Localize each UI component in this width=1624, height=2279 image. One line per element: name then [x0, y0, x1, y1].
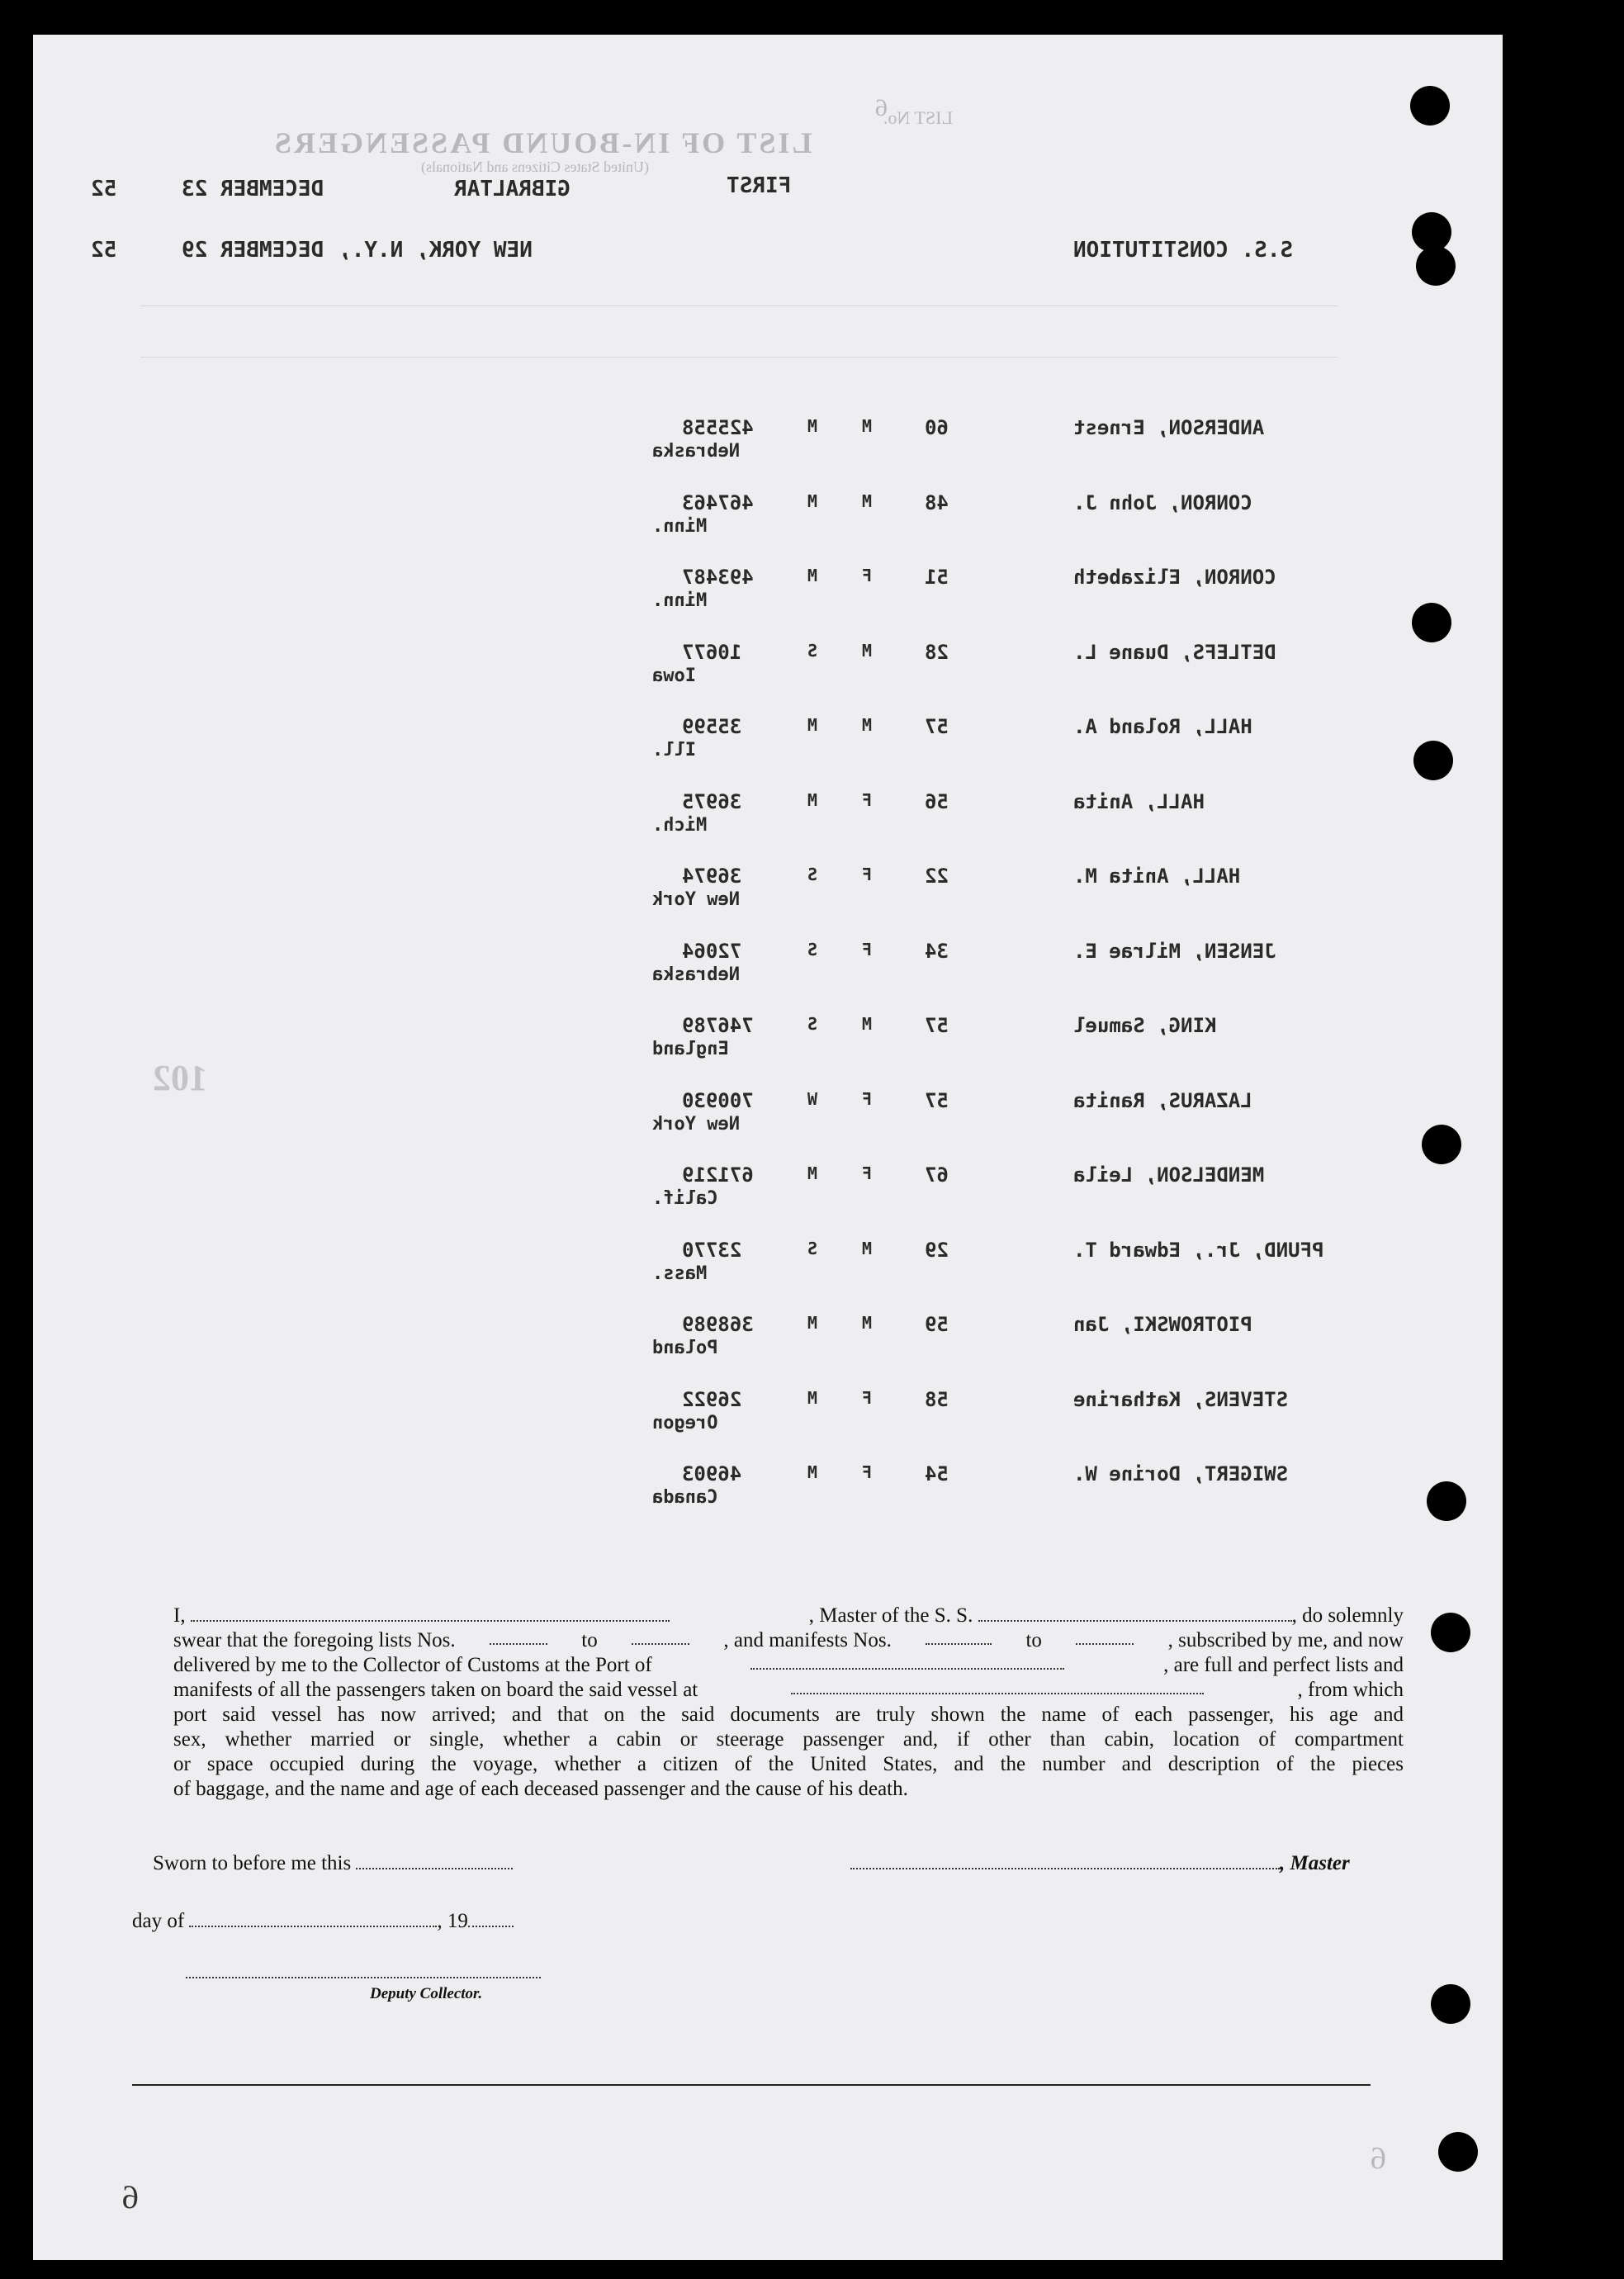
passenger-age: 57: [925, 715, 949, 738]
passenger-row: [33, 1388, 1503, 1454]
passenger-document-number: 36974: [682, 865, 742, 888]
binder-hole: [1413, 741, 1453, 780]
passenger-marital-status: M: [807, 1462, 818, 1482]
passenger-marital-status: S: [807, 865, 818, 884]
oath-line-3: delivered by me to the Collector of Customs at the Port of , are full and perfect lists and: [173, 1654, 1404, 1676]
oath-paragraph: [173, 1604, 1404, 1802]
passenger-document-number: 10677: [682, 641, 742, 664]
passenger-state: Ill.: [652, 740, 696, 760]
passenger-sex: F: [862, 566, 873, 585]
vessel-name: S.S. CONSTITUTION: [1073, 238, 1294, 263]
bottom-rule: [132, 2084, 1371, 2086]
passenger-age: 57: [925, 1014, 949, 1037]
passenger-row: [33, 1014, 1503, 1080]
passenger-marital-status: M: [807, 1313, 818, 1333]
passenger-name: HALL, Roland A.: [1073, 715, 1252, 738]
day-of-line: day of , 19: [132, 1909, 514, 1934]
oath-line-1: I, , Master of the S. S. , do solemnly: [173, 1604, 1404, 1627]
passenger-name: PFUND, Jr., Edward T.: [1073, 1239, 1324, 1262]
passenger-row: [33, 940, 1503, 1006]
passenger-marital-status: M: [807, 715, 818, 735]
passenger-class: FIRST: [727, 173, 792, 198]
passenger-state: New York: [652, 1114, 740, 1135]
passenger-name: PIOTROWSKI, Jan: [1073, 1313, 1252, 1336]
passenger-age: 54: [925, 1462, 949, 1485]
port-of-departure: GIBRALTAR: [454, 177, 571, 201]
passenger-marital-status: M: [807, 566, 818, 585]
passenger-state: Nebraska: [652, 964, 740, 985]
passenger-state: Mich.: [652, 815, 708, 836]
passenger-sex: F: [862, 1089, 873, 1109]
passenger-state: Calif.: [652, 1188, 718, 1209]
passenger-document-number: 700930: [682, 1089, 754, 1112]
binder-hole: [1431, 1613, 1470, 1652]
passenger-state: England: [652, 1039, 729, 1059]
passenger-sex: M: [862, 641, 873, 661]
page-number: 6: [122, 2178, 139, 2215]
passenger-marital-status: S: [807, 1239, 818, 1258]
passenger-marital-status: M: [807, 790, 818, 810]
passenger-age: 57: [925, 1089, 949, 1112]
passenger-row: [33, 1089, 1503, 1155]
passenger-sex: M: [862, 491, 873, 511]
faint-subtitle: (United States Citizens and Nationals): [421, 159, 649, 175]
passenger-document-number: 23770: [682, 1239, 742, 1262]
binder-hole: [1410, 86, 1450, 126]
passenger-sex: F: [862, 1462, 873, 1482]
passenger-age: 67: [925, 1163, 949, 1187]
passenger-sex: M: [862, 1014, 873, 1034]
passenger-row: [33, 1239, 1503, 1305]
binder-hole: [1427, 1481, 1466, 1521]
passenger-age: 51: [925, 566, 949, 589]
binder-hole: [1422, 1125, 1461, 1164]
passenger-state: Oregon: [652, 1413, 718, 1433]
oath-line-2: swear that the foregoing lists Nos. to , and manifests Nos. to , subscribed by me, and now: [173, 1629, 1404, 1651]
passenger-name: KING, Samuel: [1073, 1014, 1217, 1037]
passenger-marital-status: M: [807, 1388, 818, 1408]
passenger-sex: F: [862, 940, 873, 959]
passenger-document-number: 26922: [682, 1388, 742, 1411]
oath-line-4: manifests of all the passengers taken on board the said vessel at , from which: [173, 1679, 1404, 1701]
passenger-document-number: 493487: [682, 566, 754, 589]
passenger-document-number: 467463: [682, 491, 754, 514]
passenger-name: DETLEFS, Duane L.: [1073, 641, 1276, 664]
passenger-row: [33, 865, 1503, 931]
passenger-state: Iowa: [652, 666, 696, 686]
passenger-document-number: 671219: [682, 1163, 754, 1187]
faint-corner-number: 6: [875, 94, 888, 121]
passenger-document-number: 368989: [682, 1313, 754, 1336]
passenger-sex: M: [862, 715, 873, 735]
passenger-marital-status: M: [807, 491, 818, 511]
passenger-marital-status: M: [807, 1163, 818, 1183]
arrival-year: 52: [91, 238, 117, 263]
oath-line-8: of baggage, and the name and age of each deceased passenger and the cause of his death.: [173, 1778, 908, 1800]
passenger-name: MENDELSON, Leila: [1073, 1163, 1265, 1187]
passenger-state: Mass.: [652, 1263, 708, 1284]
passenger-name: HALL, Anita M.: [1073, 865, 1241, 888]
faint-page-number: 6: [1371, 2141, 1386, 2176]
binder-hole: [1438, 2132, 1478, 2172]
passenger-name: SWIGERT, Dorine W.: [1073, 1462, 1289, 1485]
deputy-signature-line: [186, 1977, 541, 1978]
passenger-row: [33, 416, 1503, 482]
departure-date: DECEMBER 23: [182, 177, 324, 201]
passenger-row: [33, 715, 1503, 781]
passenger-row: [33, 641, 1503, 707]
passenger-row: [33, 566, 1503, 632]
arrival-date: DECEMBER 29: [182, 238, 324, 263]
passenger-sex: M: [862, 416, 873, 436]
passenger-state: Nebraska: [652, 441, 740, 462]
passenger-name: LAZARUS, Ranita: [1073, 1089, 1252, 1112]
passenger-document-number: 72064: [682, 940, 742, 963]
binder-hole: [1416, 246, 1456, 286]
passenger-sex: F: [862, 790, 873, 810]
binder-hole: [1431, 1984, 1470, 2024]
passenger-row: [33, 1163, 1503, 1230]
passenger-age: 29: [925, 1239, 949, 1262]
passenger-age: 59: [925, 1313, 949, 1336]
oath-line-7: or space occupied during the voyage, whether a citizen of the United States, and the number and description of the pieces: [173, 1753, 1404, 1775]
passenger-sex: F: [862, 1388, 873, 1408]
passenger-state: Minn.: [652, 590, 708, 611]
master-signature-line: , Master: [850, 1851, 1350, 1876]
passenger-row: [33, 1313, 1503, 1379]
passenger-age: 56: [925, 790, 949, 813]
passenger-marital-status: S: [807, 940, 818, 959]
passenger-age: 34: [925, 940, 949, 963]
passenger-age: 22: [925, 865, 949, 888]
passenger-document-number: 425558: [682, 416, 754, 439]
port-of-arrival: NEW YORK, N.Y.,: [339, 238, 533, 263]
passenger-row: [33, 1462, 1503, 1528]
faint-column-rule: [140, 357, 1338, 358]
passenger-name: CONRON, John J.: [1073, 491, 1252, 514]
passenger-document-number: 46903: [682, 1462, 742, 1485]
passenger-age: 28: [925, 641, 949, 664]
passenger-document-number: 746789: [682, 1014, 754, 1037]
oath-line-5: port said vessel has now arrived; and that on the said documents are truly shown the name of each passenger, his age and: [173, 1703, 1404, 1726]
passenger-state: Canada: [652, 1487, 718, 1508]
passenger-state: Minn.: [652, 516, 708, 537]
departure-year: 52: [91, 177, 117, 201]
passenger-marital-status: W: [807, 1089, 818, 1109]
passenger-marital-status: S: [807, 641, 818, 661]
passenger-state: New York: [652, 889, 740, 910]
passenger-name: JENSEN, Milrae E.: [1073, 940, 1276, 963]
passenger-sex: F: [862, 1163, 873, 1183]
passenger-sex: M: [862, 1313, 873, 1333]
passenger-sex: M: [862, 1239, 873, 1258]
passenger-marital-status: S: [807, 1014, 818, 1034]
passenger-age: 60: [925, 416, 949, 439]
deputy-collector-label: Deputy Collector.: [370, 1985, 483, 2002]
faint-stamp: 102: [153, 1058, 207, 1098]
passenger-name: CONRON, Elizabeth: [1073, 566, 1276, 589]
oath-line-6: sex, whether married or single, whether a cabin or steerage passenger and, if other than cabin, location of compartment: [173, 1728, 1404, 1751]
binder-hole: [1412, 603, 1451, 642]
passenger-row: [33, 790, 1503, 856]
sworn-line: Sworn to before me this: [153, 1851, 513, 1876]
passenger-sex: F: [862, 865, 873, 884]
faint-title: LIST OF IN-BOUND PASSENGERS: [272, 126, 812, 159]
passenger-marital-status: M: [807, 416, 818, 436]
passenger-document-number: 35599: [682, 715, 742, 738]
passenger-name: ANDERSON, Ernest: [1073, 416, 1265, 439]
faint-list-no: LIST No.: [883, 107, 953, 128]
passenger-name: HALL, Anita: [1073, 790, 1205, 813]
passenger-name: STEVENS, Katharine: [1073, 1388, 1289, 1411]
passenger-state: Poland: [652, 1338, 718, 1358]
passenger-row: [33, 491, 1503, 557]
passenger-document-number: 36975: [682, 790, 742, 813]
manifest-page: [33, 35, 1503, 2260]
passenger-age: 58: [925, 1388, 949, 1411]
passenger-age: 48: [925, 491, 949, 514]
